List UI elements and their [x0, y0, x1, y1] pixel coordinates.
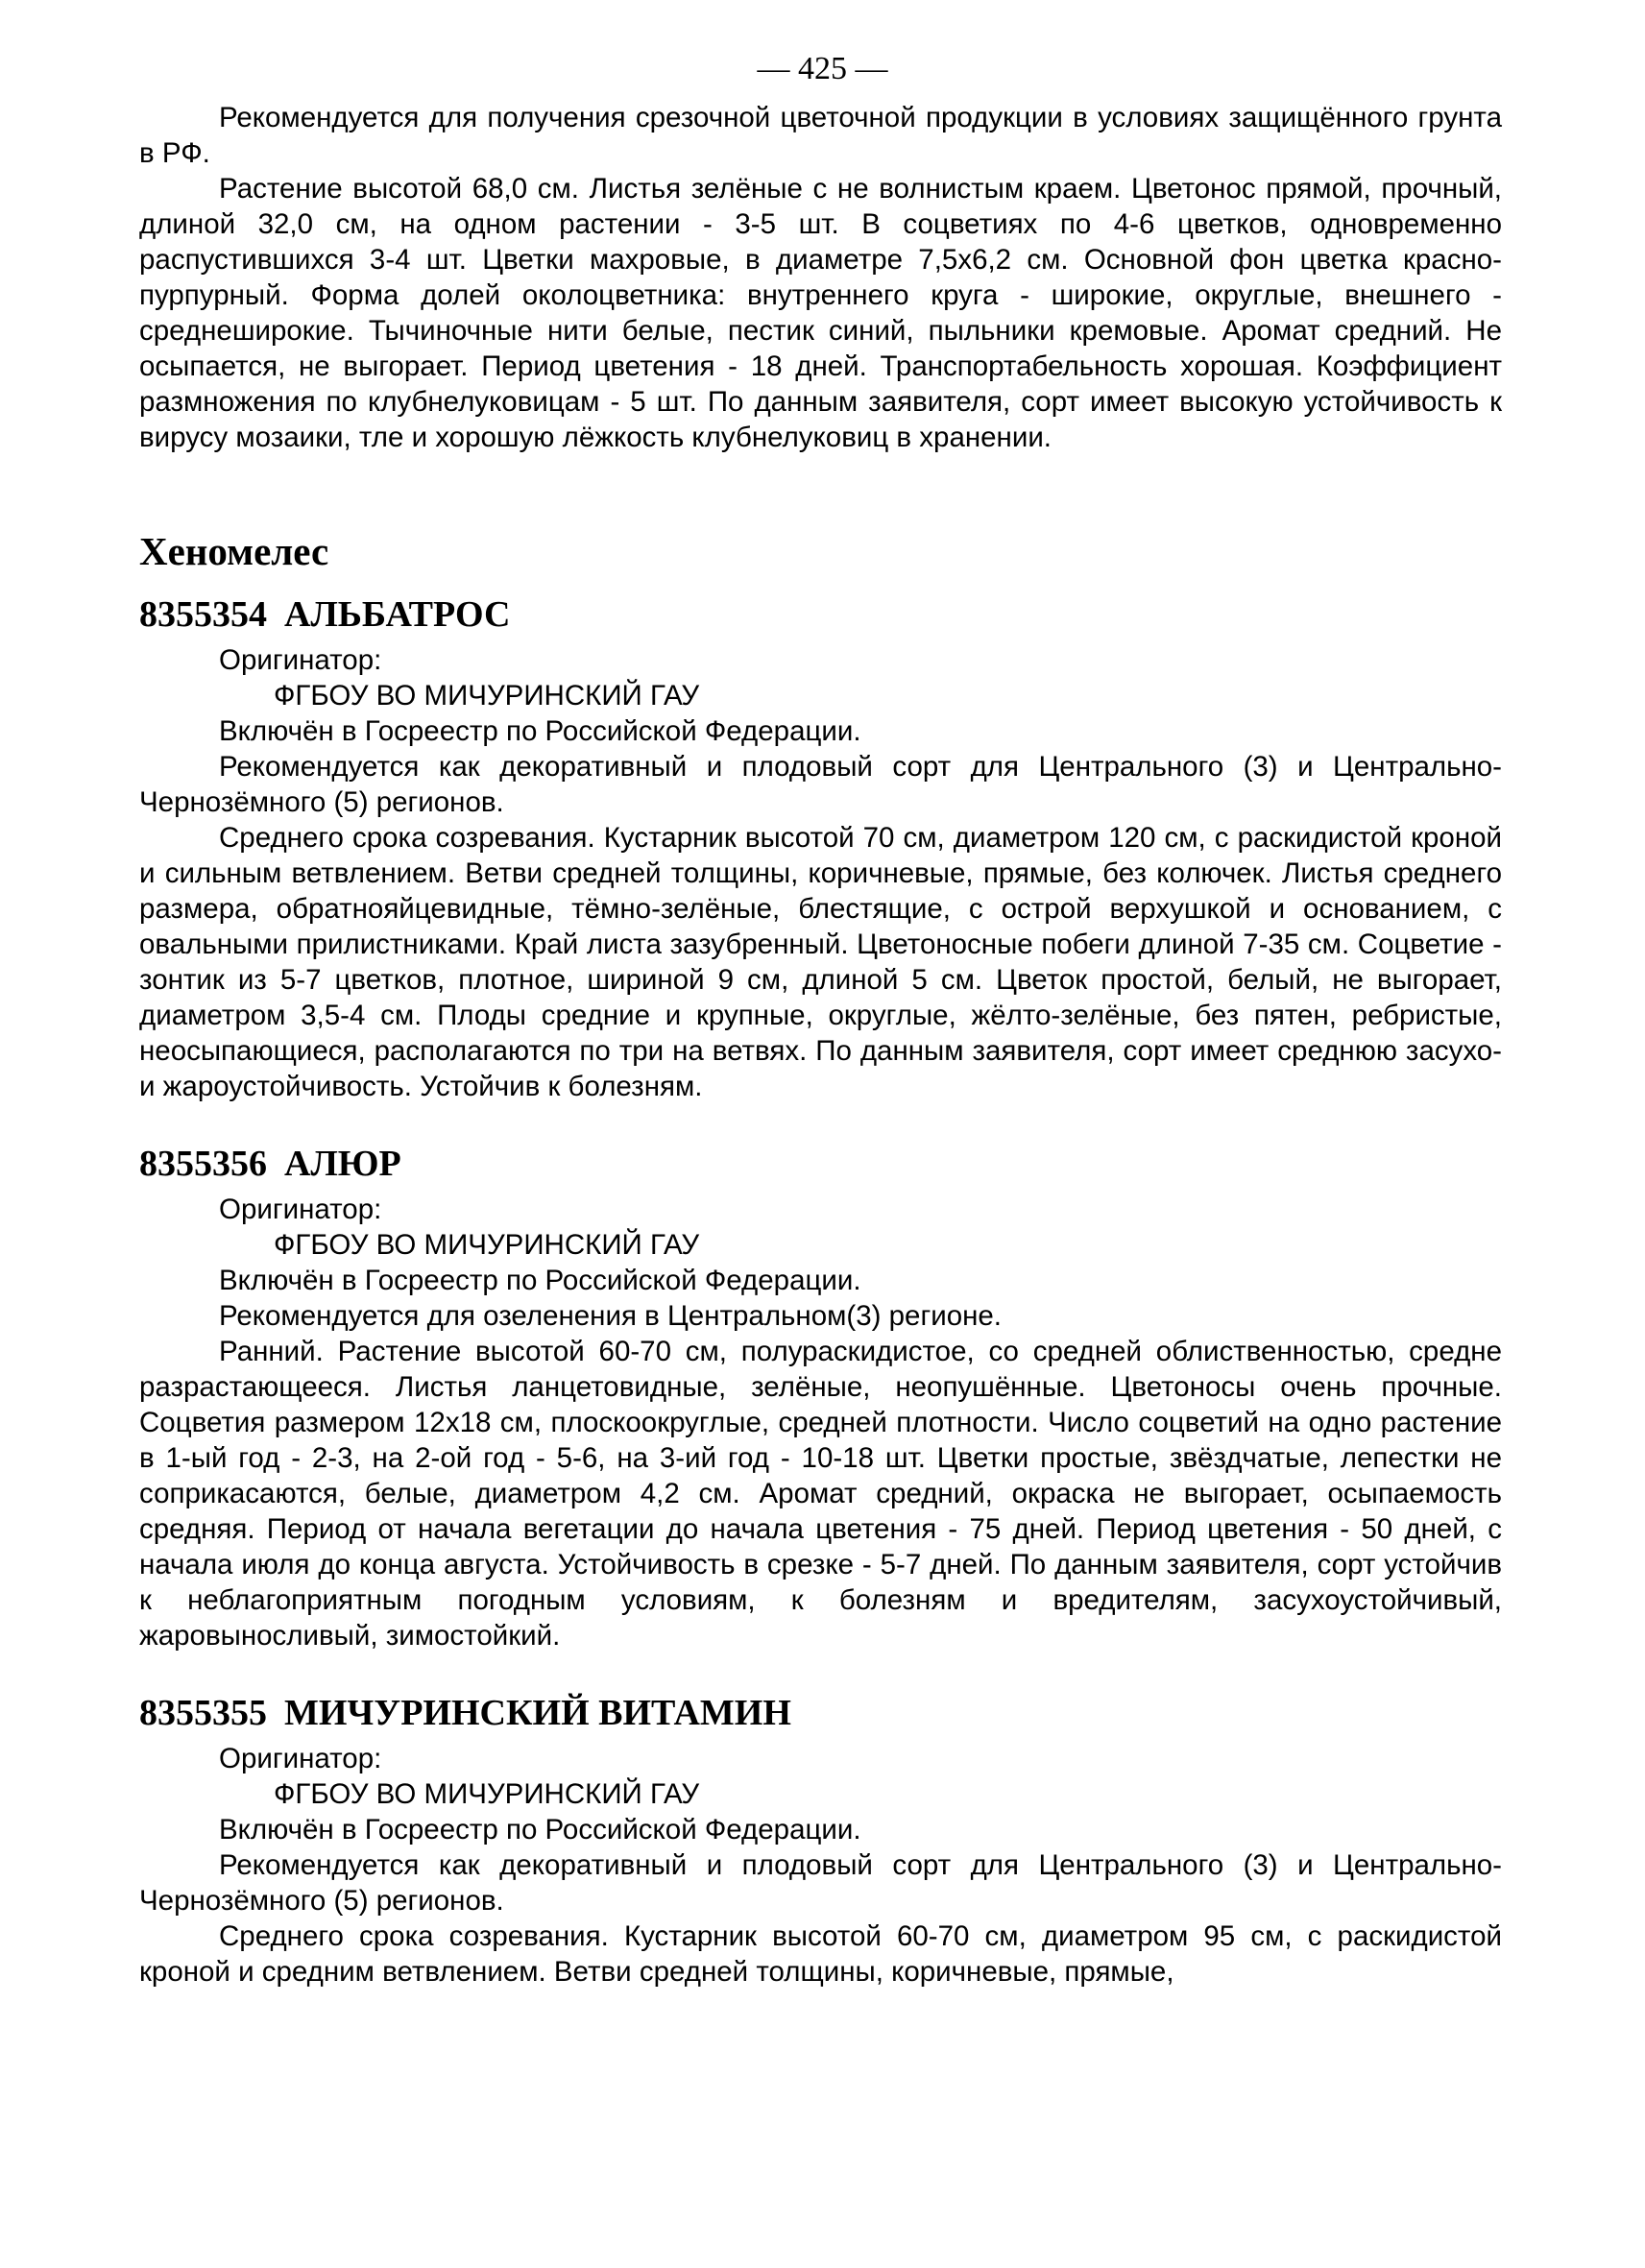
- variety-name: МИЧУРИНСКИЙ ВИТАМИН: [284, 1693, 791, 1733]
- recommendation-paragraph: Рекомендуется для озеленения в Центральном(3) регионе.: [219, 1300, 1002, 1332]
- intro-paragraph: Рекомендуется для получения срезочной цветочной продукции в условиях защищённого грунта в РФ.: [139, 102, 1502, 169]
- genus-heading: Хеномелес: [139, 529, 329, 573]
- recommendation-paragraph: Рекомендуется как декоративный и плодовый сорт для Центрального (3) и Центрально-Чернозёмного (5) регионов.: [139, 751, 1502, 818]
- page-number: — 425 —: [757, 51, 888, 86]
- registry-note: Включён в Госреестр по Российской Федерации.: [219, 1814, 861, 1846]
- originator-label: Оригинатор:: [219, 1743, 382, 1774]
- description-paragraph: Ранний. Растение высотой 60-70 см, полураскидистое, со средней облиственностью, средне разрастающееся. Листья ланцетовидные, зелёные, неопушённые. Цветоносы очень прочные. Соцветия размером 12х18 см, плоскоокруглые, средней плотности. Число соцветий на одно растение в 1-ый год - 2-3, на 2-ой год - 5-6, на 3-ий год - 10-18 шт. Цветки простые, звёздчатые, лепестки не соприкасаются, белые, диаметром 4,2 см. Аромат средний, окраска не выгорает, осыпаемость средняя. Период от начала вегетации до начала цветения - 75 дней. Период цветения - 50 дней, с начала июля до конца августа. Устойчивость в срезке - 5-7 дней. По данным заявителя, сорт устойчив к неблагоприятным погодным условиям, к болезням и вредителям, засухоустойчивый, жаровыносливый, зимостойкий.: [139, 1336, 1502, 1652]
- variety-name: АЛЬБАТРОС: [284, 594, 511, 635]
- variety-name: АЛЮР: [284, 1144, 401, 1184]
- variety-heading: [139, 1692, 1502, 1735]
- originator-name: ФГБОУ ВО МИЧУРИНСКИЙ ГАУ: [274, 680, 700, 712]
- variety-section-alyur: [139, 1143, 1502, 1653]
- variety-section-albatros: [139, 593, 1502, 1104]
- registry-note: Включён в Госреестр по Российской Федерации.: [219, 1265, 861, 1296]
- variety-code: 8355354: [139, 594, 267, 635]
- page-content: [139, 100, 1502, 1990]
- variety-code: 8355356: [139, 1144, 267, 1184]
- originator-label: Оригинатор:: [219, 1194, 382, 1225]
- variety-heading: [139, 1143, 1502, 1186]
- variety-section-michurinsky-vitamin: [139, 1692, 1502, 1990]
- description-paragraph: Среднего срока созревания. Кустарник высотой 70 см, диаметром 120 см, с раскидистой кроной и сильным ветвлением. Ветви средней толщины, коричневые, прямые, без колючек. Листья среднего размера, обратнояйцевидные, тёмно-зелёные, блестящие, с острой верхушкой и основанием, с овальными прилистниками. Край листа зазубренный. Цветоносные побеги длиной 7-35 см. Соцветие - зонтик из 5-7 цветков, плотное, шириной 9 см, длиной 5 см. Цветок простой, белый, не выгорает, диаметром 3,5-4 см. Плоды средние и крупные, округлые, жёлто-зелёные, без пятен, ребристые, неосыпающиеся, располагаются по три на ветвях. По данным заявителя, сорт имеет среднюю засухо- и жароустойчивость. Устойчив к болезням.: [139, 822, 1502, 1102]
- recommendation-paragraph: Рекомендуется как декоративный и плодовый сорт для Центрального (3) и Центрально-Чернозёмного (5) регионов.: [139, 1849, 1502, 1917]
- originator-label: Оригинатор:: [219, 644, 382, 676]
- description-paragraph: Среднего срока созревания. Кустарник высотой 60-70 см, диаметром 95 см, с раскидистой кроной и средним ветвлением. Ветви средней толщины, коричневые, прямые,: [139, 1920, 1502, 1988]
- originator-name: ФГБОУ ВО МИЧУРИНСКИЙ ГАУ: [274, 1229, 700, 1261]
- variety-heading: [139, 593, 1502, 637]
- intro-paragraph: Растение высотой 68,0 см. Листья зелёные с не волнистым краем. Цветонос прямой, прочный, длиной 32,0 см, на одном растении - 3-5 шт. В соцветиях по 4-6 цветков, одновременно распустившихся 3-4 шт. Цветки махровые, в диаметре 7,5х6,2 см. Основной фон цветка красно-пурпурный. Форма долей околоцветника: внутреннего круга - широкие, округлые, внешнего - среднеширокие. Тычиночные нити белые, пестик синий, пыльники кремовые. Аромат средний. Не осыпается, не выгорает. Период цветения - 18 дней. Транспортабельность хорошая. Коэффициент размножения по клубнелуковицам - 5 шт. По данным заявителя, сорт имеет высокую устойчивость к вирусу мозаики, тле и хорошую лёжкость клубнелуковиц в хранении.: [139, 173, 1502, 453]
- registry-note: Включён в Госреестр по Российской Федерации.: [219, 715, 861, 747]
- variety-code: 8355355: [139, 1693, 267, 1733]
- originator-name: ФГБОУ ВО МИЧУРИНСКИЙ ГАУ: [274, 1778, 700, 1810]
